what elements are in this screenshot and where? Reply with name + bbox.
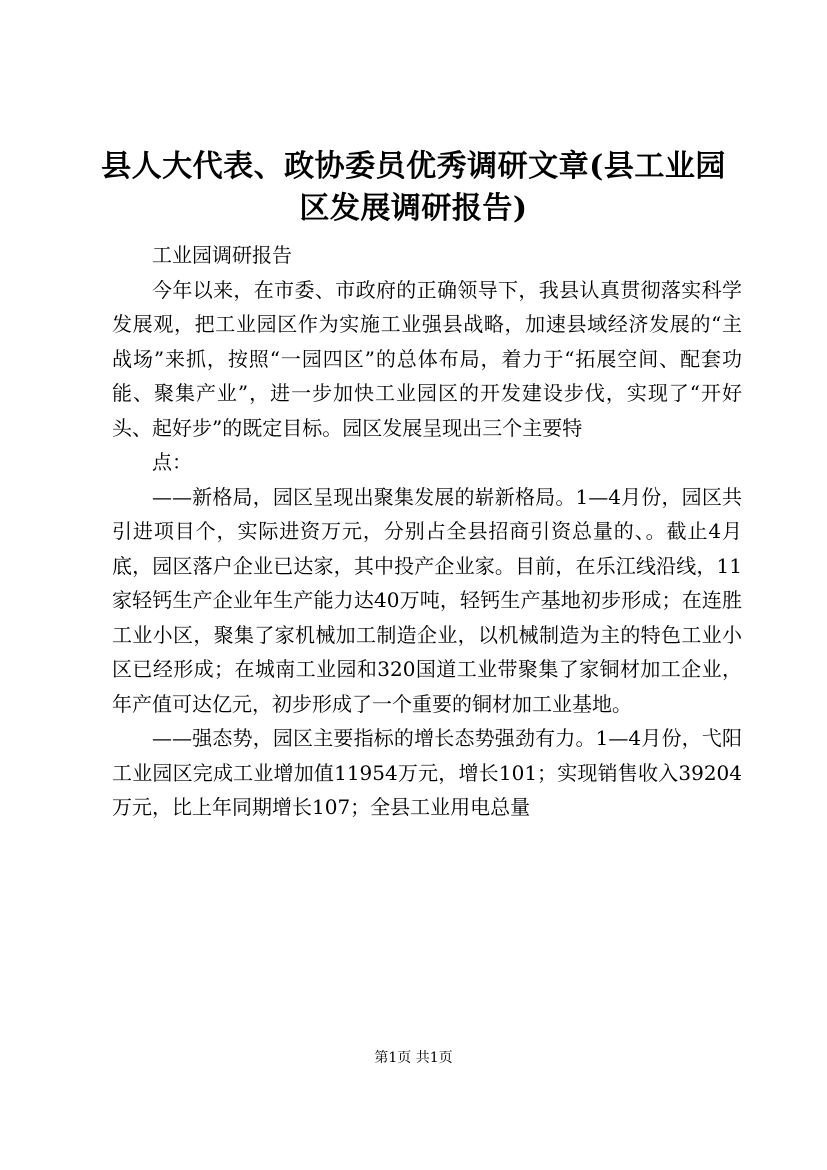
new-pattern-paragraph: ——新格局，园区呈现出聚集发展的崭新格局。1—4月份，园区共引进项目个，实际进资万元，分别占全县招商引资总量的、。截止4月底，园区落户企业已达家，其中投产企业家。目前，在乐江线沿线，11家轻钙生产企业年生产能力达40万吨，轻钙生产基地初步形成；在连胜工业小区，聚集了家机械加工制造企业，以机械制造为主的特色工业小区已经形成；在城南工业园和320国道工业带聚集了家铜材加工企业，年产值可达亿元，初步形成了一个重要的铜材加工业基地。	[112, 484, 742, 716]
intro-continuation-paragraph: 点：	[152, 450, 192, 474]
intro-paragraph: 今年以来，在市委、市政府的正确领导下，我县认真贯彻落实科学发展观，把工业园区作为实施工业强县战略，加速县域经济发展的“主战场”来抓，按照“一园四区”的总体布局，着力于“拓展空间、配套功能、聚集产业”，进一步加快工业园区的开发建设步伐，实现了“开好头、起好步”的既定目标。园区发展呈现出三个主要特	[112, 277, 742, 440]
document-title: 县人大代表、政协委员优秀调研文章(县工业园区发展调研报告)	[101, 149, 726, 226]
subtitle-paragraph: 工业园调研报告	[152, 243, 292, 267]
document-body	[112, 238, 742, 825]
page-number-footer: 第1页 共1页	[374, 1050, 453, 1066]
strong-momentum-paragraph: ——强态势，园区主要指标的增长态势强劲有力。1—4月份，弋阳工业园区完成工业增加值11954万元，增长101；实现销售收入39204万元，比上年同期增长107；全县工业用电总量	[112, 726, 742, 819]
